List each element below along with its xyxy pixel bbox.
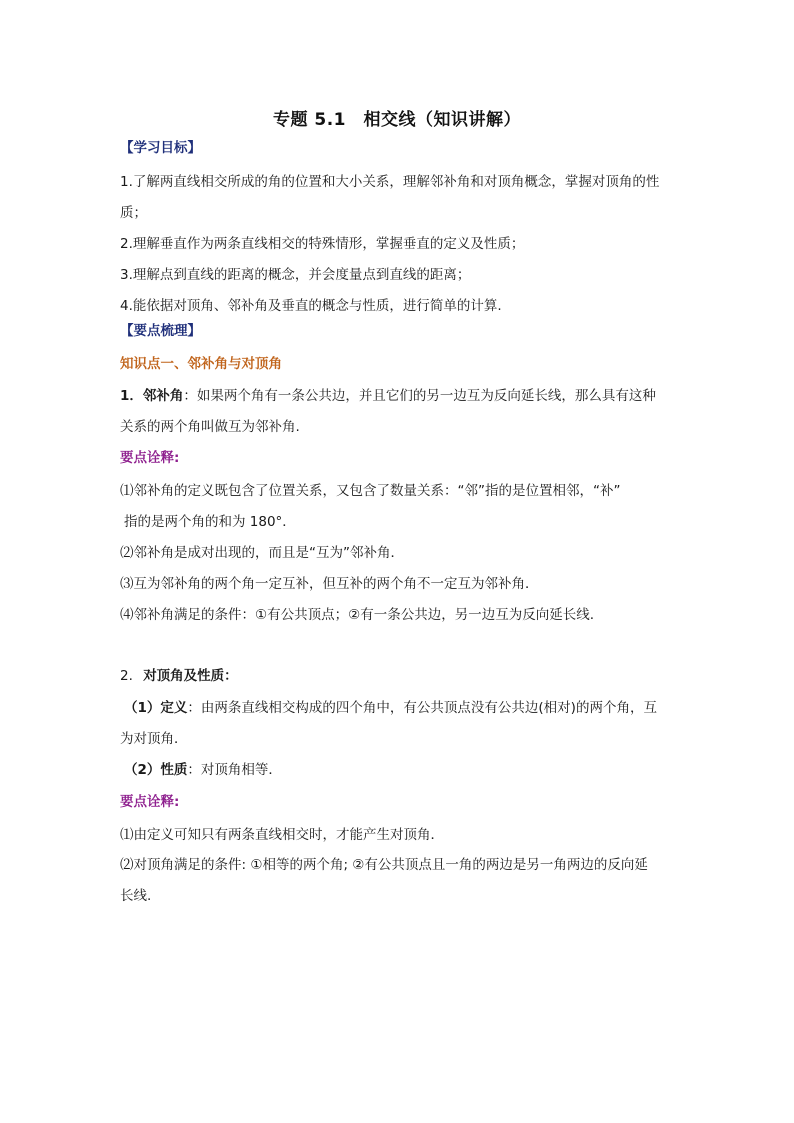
- definition-line: 关系的两个角叫做互为邻补角.: [120, 419, 300, 435]
- objective-line: 3.理解点到直线的距离的概念，并会度量点到直线的距离；: [120, 267, 471, 283]
- note-line: ⑴由定义可知只有两条直线相交时，才能产生对顶角．: [120, 827, 444, 843]
- note-line: 指的是两个角的和为 180°．: [124, 514, 296, 530]
- definition-line: [124, 699, 657, 717]
- note-heading: 要点诠释:: [120, 794, 180, 810]
- definition-line: 为对顶角．: [120, 731, 188, 747]
- property-label: （2）性质: [124, 762, 188, 778]
- objective-line: 质；: [120, 205, 147, 221]
- objective-line: 2.理解垂直作为两条直线相交的特殊情形，掌握垂直的定义及性质；: [120, 236, 525, 252]
- item-heading: [120, 667, 238, 685]
- note-line: ⑵邻补角是成对出现的，而且是“互为”邻补角．: [120, 545, 404, 561]
- property-text: ：对顶角相等．: [187, 762, 282, 778]
- note-line: ⑴邻补角的定义既包含了位置关系，又包含了数量关系：“邻”指的是位置相邻，“补”: [120, 483, 621, 499]
- page-title: 专题 5.1 相交线（知识讲解）: [272, 110, 522, 130]
- note-line: 长线.: [120, 888, 152, 904]
- definition-text: ：由两条直线相交构成的四个角中，有公共顶点没有公共边(相对)的两个角，互: [187, 700, 657, 716]
- note-line: ⑷邻补角满足的条件：①有公共顶点；②有一条公共边，另一边互为反向延长线.: [120, 607, 594, 623]
- item-number: 2.: [120, 668, 133, 684]
- objective-line: 4.能依据对顶角、邻补角及垂直的概念与性质，进行简单的计算.: [120, 298, 502, 314]
- property-line: [124, 761, 282, 779]
- term-label: 1．邻补角: [120, 388, 184, 404]
- objective-line: 1.了解两直线相交所成的角的位置和大小关系，理解邻补角和对顶角概念，掌握对顶角的性: [120, 174, 660, 190]
- definition-line: [120, 387, 656, 405]
- definition-label: （1）定义: [124, 700, 188, 716]
- knowledge-point-heading: 知识点一、邻补角与对顶角: [120, 356, 282, 372]
- learning-objectives-heading: 【学习目标】: [120, 140, 201, 156]
- key-points-heading: 【要点梳理】: [120, 323, 201, 339]
- definition-text: ：如果两个角有一条公共边，并且它们的另一边互为反向延长线，那么具有这种: [183, 388, 656, 404]
- note-line: ⑶互为邻补角的两个角一定互补，但互补的两个角不一定互为邻补角．: [120, 576, 539, 592]
- note-line: ⑵对顶角满足的条件: ①相等的两个角; ②有公共顶点且一角的两边是另一角两边的反向延: [120, 857, 648, 873]
- note-heading: 要点诠释:: [120, 450, 180, 466]
- item-label: 对顶角及性质：: [143, 668, 238, 684]
